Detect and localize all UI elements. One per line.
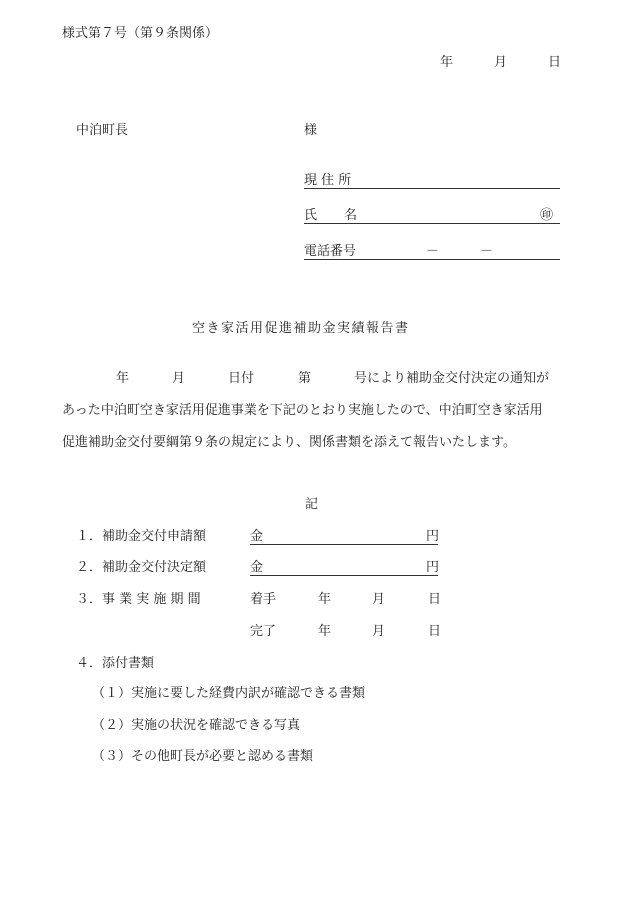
form-number: 様式第７号（第９条関係） (62, 26, 219, 41)
item3-start: 着手 (250, 592, 277, 607)
body-line2: あった中泊町空き家活用促進事業を下記のとおり実施したので、中泊町空き家活用 (62, 403, 543, 418)
body-line1-tail: 号により補助金交付決定の通知が (354, 371, 550, 386)
item1-underline (250, 544, 438, 545)
item2-yen: 円 (426, 560, 440, 575)
date-month: 月 (494, 55, 508, 70)
seal-mark: ㊞ (540, 208, 554, 223)
item2-underline (250, 575, 438, 576)
body-year: 年 (116, 371, 130, 386)
item3-label: ３．事 業 実 施 期 間 (76, 592, 201, 607)
item1-kin: 金 (250, 529, 264, 544)
phone-label: 電話番号 (304, 244, 357, 259)
body-dai: 第 (298, 371, 312, 386)
item3-end-month: 月 (372, 624, 386, 639)
attachment-item: （１）実施に要した経費内訳が確認できる書類 (92, 686, 366, 701)
item1-label: １．補助金交付申請額 (76, 529, 207, 544)
date-day: 日 (548, 55, 562, 70)
name-label-1: 氏 (304, 208, 318, 223)
item3-end-day: 日 (428, 624, 442, 639)
date-year: 年 (440, 55, 454, 70)
item3-end: 完了 (250, 624, 277, 639)
item3-start-day: 日 (428, 592, 442, 607)
item2-label: ２．補助金交付決定額 (76, 560, 207, 575)
item4-label: ４．添付書類 (76, 656, 155, 671)
attachment-item: （２）実施の状況を確認できる写真 (92, 718, 301, 733)
phone-underline (304, 259, 560, 260)
item3-end-year: 年 (318, 624, 332, 639)
ki-heading: 記 (305, 497, 319, 512)
attachment-item: （３）その他町長が必要と認める書類 (92, 749, 314, 764)
body-dated: 日付 (228, 371, 255, 386)
item1-yen: 円 (426, 529, 440, 544)
name-label-2: 名 (344, 208, 358, 223)
phone-dash-1: － (426, 244, 440, 259)
honorific: 様 (304, 123, 318, 138)
address-label: 現 住 所 (304, 173, 352, 188)
body-month: 月 (172, 371, 186, 386)
item3-start-month: 月 (372, 592, 386, 607)
name-underline (304, 223, 560, 224)
item3-start-year: 年 (318, 592, 332, 607)
item2-kin: 金 (250, 560, 264, 575)
document-title: 空き家活用促進補助金実績報告書 (192, 321, 410, 336)
body-line3: 促進補助金交付要綱第９条の規定により、関係書類を添えて報告いたします。 (62, 435, 516, 450)
addressee: 中泊町長 (76, 123, 129, 138)
phone-dash-2: － (480, 244, 494, 259)
address-underline (304, 188, 560, 189)
